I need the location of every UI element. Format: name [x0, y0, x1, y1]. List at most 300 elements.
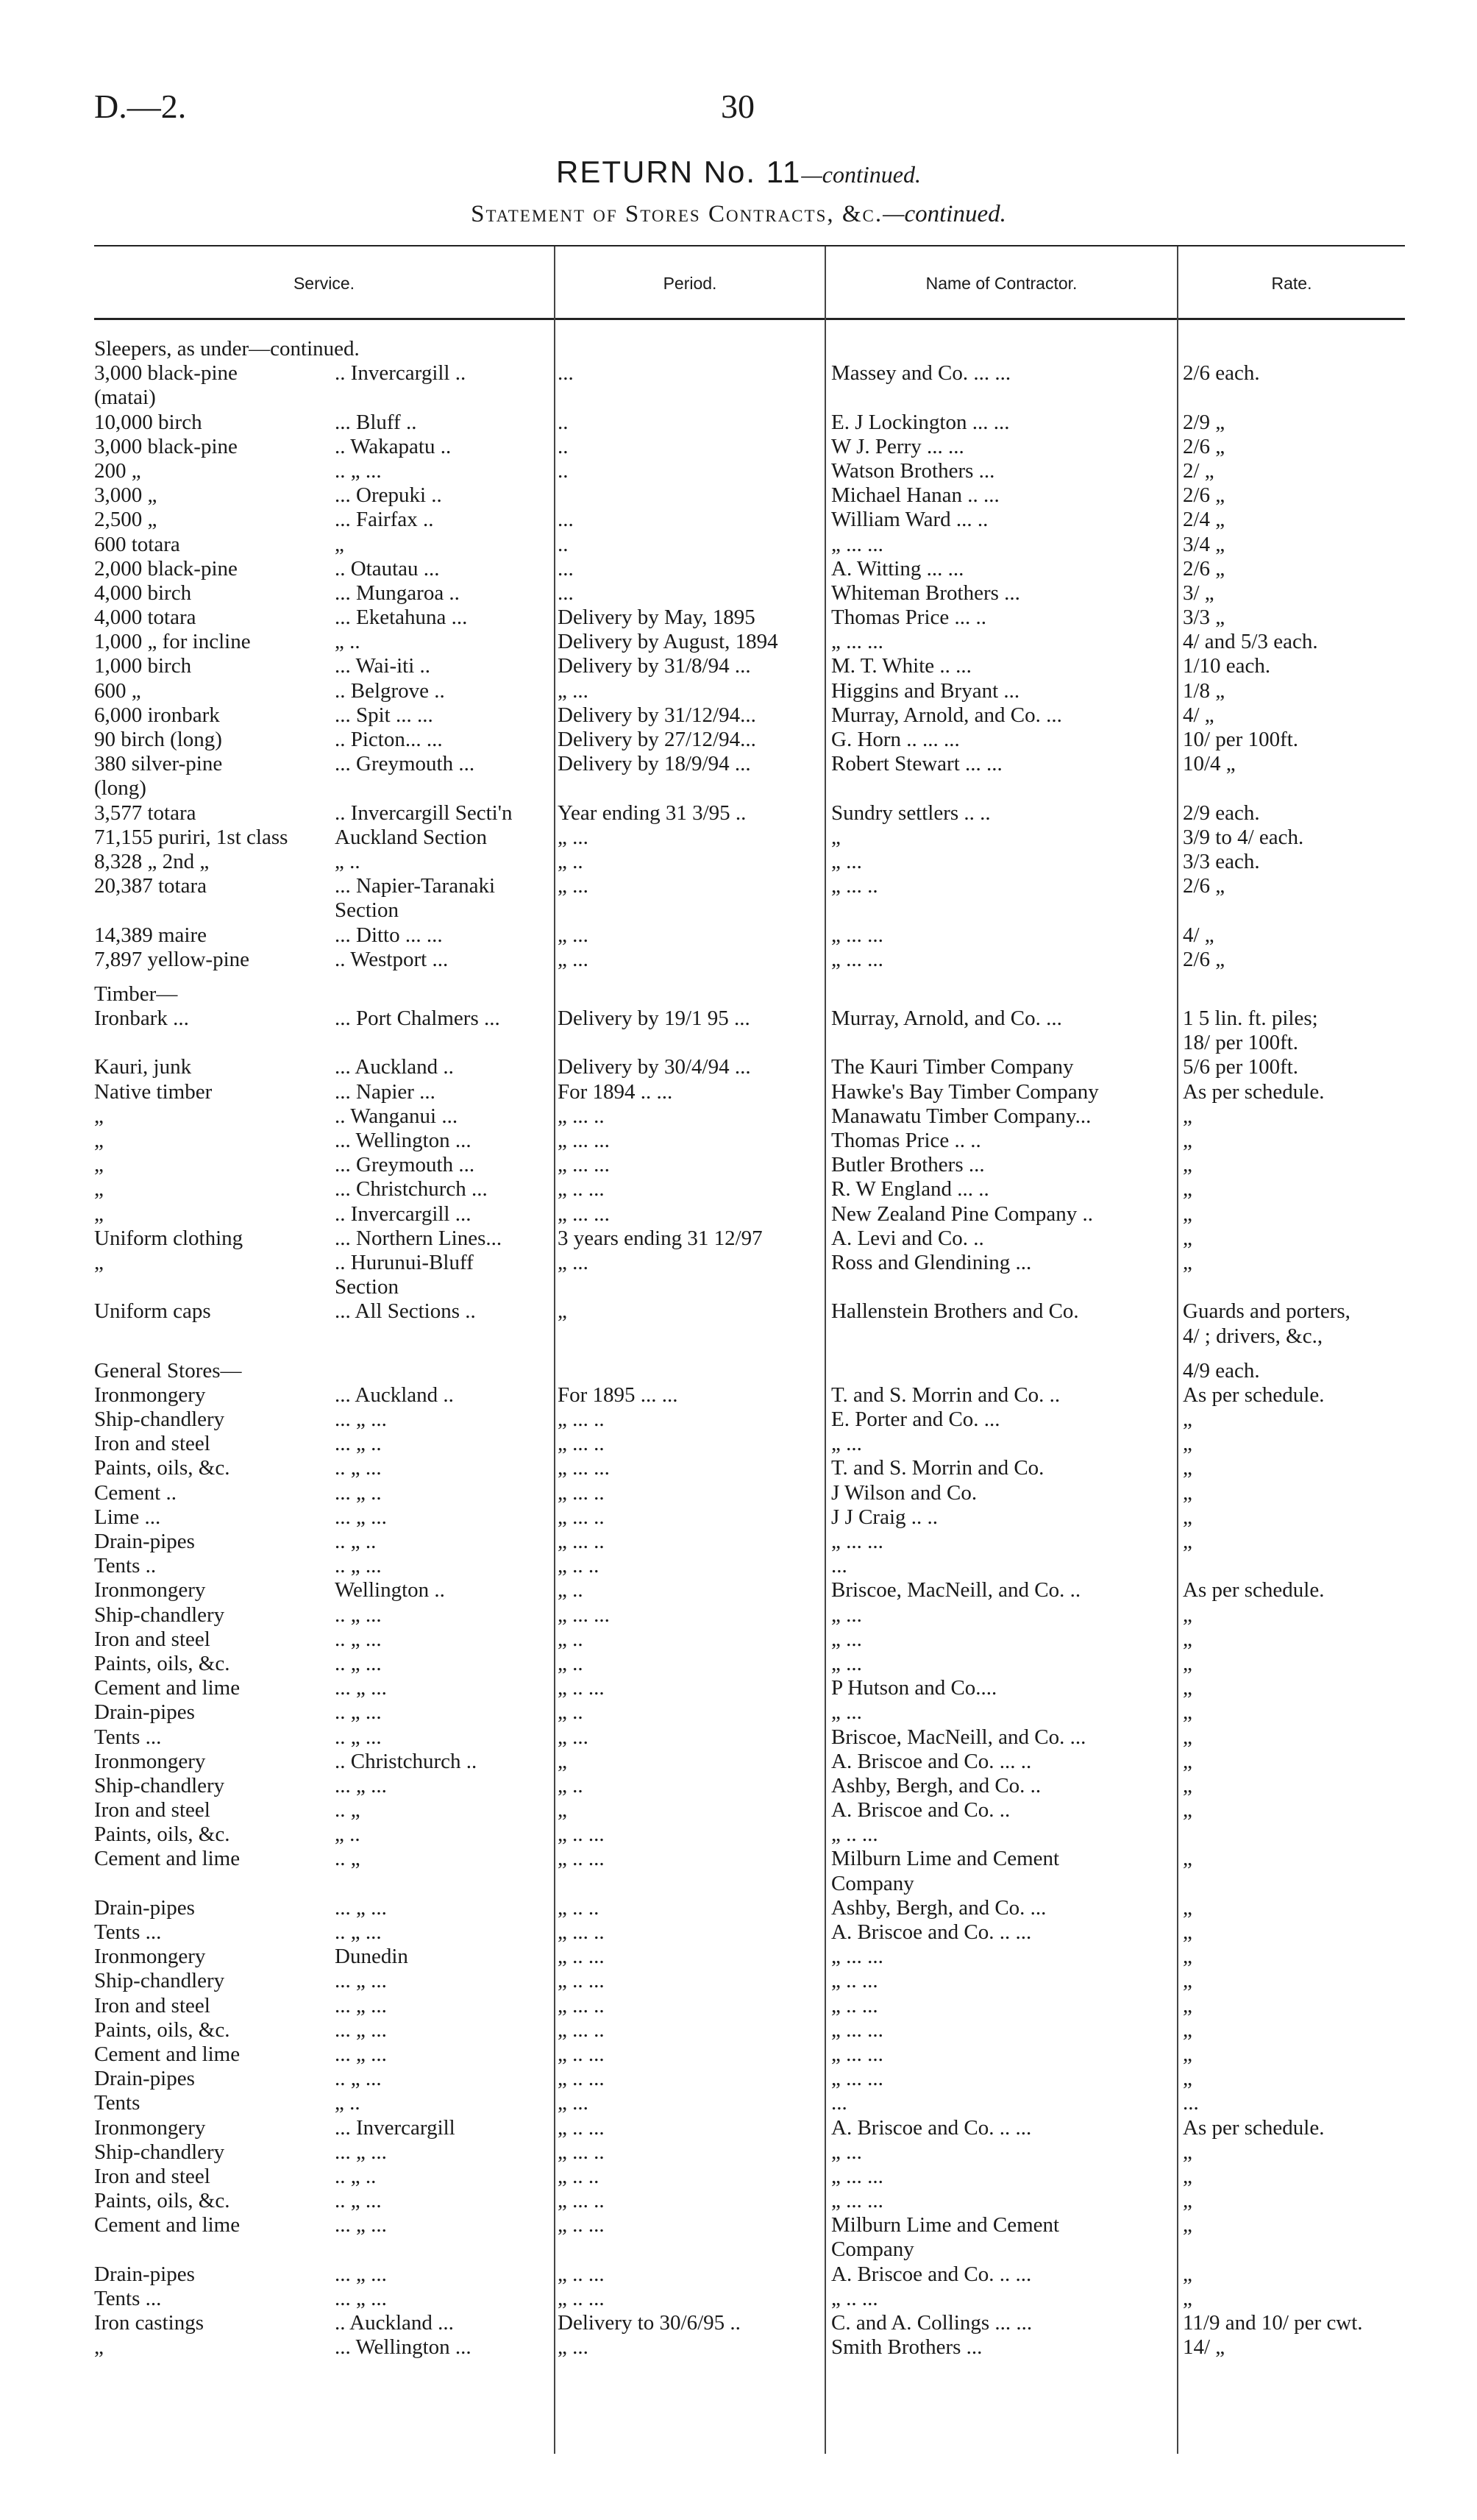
service-item: Iron castings [94, 2311, 204, 2335]
table-row [0, 1129, 1477, 1153]
rate-cell: „ [1183, 1993, 1192, 2017]
rate-cell: „ [1183, 1202, 1192, 1226]
table-row [0, 606, 1477, 630]
contractor-cell: Massey and Co. ... ... [831, 361, 1011, 386]
contractor-cell: T. and S. Morrin and Co. .. [831, 1383, 1061, 1407]
contractor-cell: „ ... ... [831, 1945, 883, 1969]
service-location: ... „ ... [335, 2140, 387, 2164]
rate-cell: „ [1183, 1129, 1192, 1152]
period-cell: „ .. [558, 1627, 583, 1651]
contractor-cell: Ross and Glendining ... [831, 1250, 1032, 1274]
contractor-cell: Company [831, 1871, 914, 1895]
service-item: 14,389 maire [94, 923, 207, 947]
contractor-cell: William Ward ... .. [831, 508, 989, 532]
rate-cell: 2/6 each. [1183, 361, 1260, 386]
rate-cell: „ [1183, 1676, 1192, 1700]
rate-cell: „ [1183, 1700, 1192, 1725]
contractor-cell: W J. Perry ... ... [831, 434, 964, 458]
period-cell: „ .. ... [558, 1177, 605, 1202]
contractor-cell: A. Briscoe and Co. .. ... [831, 2262, 1032, 2286]
service-item: Kauri, junk [94, 1055, 192, 1079]
period-cell: „ ... [558, 678, 588, 703]
period-cell: „ ... ... [558, 1153, 610, 1177]
table-row [0, 1359, 1477, 1383]
rate-cell: „ [1183, 1920, 1192, 1944]
table-row [0, 581, 1477, 606]
service-location: .. Christchurch .. [335, 1749, 477, 1773]
contractor-cell: „ ... [831, 1602, 862, 1627]
service-item: Cement .. [94, 1480, 177, 1505]
rate-cell: „ [1183, 1627, 1192, 1651]
contractor-cell: M. T. White .. ... [831, 654, 972, 678]
period-cell: Year ending 31 3/95 .. [558, 801, 747, 825]
table-row [0, 1554, 1477, 1578]
table-row [0, 1750, 1477, 1774]
rate-cell: 4/ „ [1183, 703, 1214, 727]
period-cell: „ .. ... [558, 2115, 605, 2140]
rate-cell: „ [1183, 1773, 1192, 1797]
contractor-cell: „ ... ... [831, 2067, 883, 2091]
period-cell: „ .. ... [558, 1822, 605, 1847]
service-item: 1,000 „ for incline [94, 630, 251, 654]
table-row [0, 508, 1477, 532]
service-item: (long) [94, 776, 146, 801]
service-location: ... Spit ... ... [335, 703, 433, 727]
service-location: ... Fairfax .. [335, 508, 434, 532]
period-cell: „ [558, 1749, 567, 1773]
service-item: 1,000 birch [94, 654, 192, 678]
service-location: .. „ ... [335, 1456, 382, 1480]
service-item: Cement and lime [94, 2042, 241, 2066]
table-row [0, 752, 1477, 776]
service-location: ... Invercargill [335, 2115, 455, 2140]
service-location: ... „ ... [335, 2213, 387, 2237]
table-row [0, 1652, 1477, 1676]
service-item: „ [94, 1250, 104, 1274]
period-cell: ... [558, 556, 574, 581]
service-item: (matai) [94, 386, 156, 410]
table-row [0, 2335, 1477, 2360]
service-location: ... „ ... [335, 1993, 387, 2017]
period-cell: Delivery to 30/6/95 .. [558, 2311, 741, 2335]
contractor-cell: J J Craig .. .. [831, 1505, 938, 1529]
contractor-cell: Company [831, 2237, 914, 2262]
service-item: Drain-pipes [94, 1530, 195, 1553]
contractor-cell: Thomas Price .. .. [831, 1129, 981, 1152]
service-location: ... All Sections .. [335, 1299, 476, 1324]
period-cell: „ ... .. [558, 1530, 605, 1553]
contractor-cell: T. and S. Morrin and Co. [831, 1456, 1044, 1480]
rate-cell: „ [1183, 1798, 1192, 1822]
period-cell: ... [558, 508, 574, 532]
service-item: Ironmongery [94, 1945, 206, 1969]
service-location: ... „ ... [335, 2042, 387, 2066]
rate-cell: 4/9 each. [1183, 1358, 1260, 1383]
service-location: .. „ .. [335, 2164, 377, 2188]
period-cell: „ ... ... [558, 1202, 610, 1226]
rate-cell: 4/ and 5/3 each. [1183, 630, 1318, 654]
service-item: 8,328 „ 2nd „ [94, 849, 210, 873]
period-cell: Delivery by 30/4/94 ... [558, 1055, 751, 1079]
period-cell: .. [558, 434, 569, 458]
rate-cell: „ [1183, 2286, 1192, 2310]
service-item: „ [94, 1129, 104, 1152]
rate-cell: „ [1183, 2067, 1192, 2091]
rate-cell: „ [1183, 1456, 1192, 1480]
period-cell: For 1894 .. ... [558, 1079, 673, 1104]
rate-cell: „ [1183, 1505, 1192, 1529]
table-row [0, 801, 1477, 826]
rate-cell: „ [1183, 2213, 1192, 2237]
service-location: ... Northern Lines... [335, 1226, 502, 1250]
contractor-cell: A. Witting ... ... [831, 556, 964, 581]
table-row [0, 1383, 1477, 1408]
rate-cell: 2/9 each. [1183, 801, 1260, 825]
rate-cell: Guards and porters, [1183, 1299, 1350, 1324]
service-location: ... „ ... [335, 1408, 387, 1432]
rate-cell: „ [1183, 1895, 1192, 1920]
service-location: ... Wellington ... [335, 1129, 471, 1152]
service-item: Ironmongery [94, 1578, 206, 1602]
table-row [0, 850, 1477, 874]
table-row [0, 982, 1477, 1007]
service-item: Ship-chandlery [94, 2140, 225, 2164]
service-location: .. „ ... [335, 1602, 382, 1627]
service-location: ... Auckland .. [335, 1383, 454, 1407]
contractor-cell: „ .. ... [831, 2286, 878, 2310]
period-cell: „ .. [558, 849, 583, 873]
service-location: ... Orepuki .. [335, 483, 442, 508]
period-cell: „ .. ... [558, 1676, 605, 1700]
table-row [0, 630, 1477, 654]
column-header-service: Service. [293, 274, 355, 293]
service-item: Drain-pipes [94, 2067, 195, 2091]
period-cell: Delivery by 31/8/94 ... [558, 654, 751, 678]
table-header-rule [94, 318, 1405, 320]
table-row [0, 2140, 1477, 2165]
period-cell: „ .. [558, 1651, 583, 1675]
service-item: Drain-pipes [94, 1700, 195, 1725]
service-location: ... „ ... [335, 1895, 387, 1920]
rate-cell: ... [1183, 2091, 1199, 2115]
service-item: Drain-pipes [94, 1895, 195, 1920]
rate-cell: „ [1183, 2042, 1192, 2066]
service-item: 380 silver-pine [94, 752, 223, 776]
table-row [0, 1153, 1477, 1177]
table-row [0, 1481, 1477, 1505]
period-cell: „ ... [558, 2335, 588, 2360]
contractor-cell: „ ... ... [831, 2017, 883, 2042]
contractor-cell: Ashby, Bergh, and Co. .. [831, 1773, 1042, 1797]
table-row [0, 1007, 1477, 1031]
service-item: Ship-chandlery [94, 1969, 225, 1993]
rate-cell: 2/6 „ [1183, 434, 1225, 458]
service-item: Ship-chandlery [94, 1602, 225, 1627]
contractor-cell: Robert Stewart ... ... [831, 752, 1003, 776]
rate-cell: 10/ per 100ft. [1183, 728, 1299, 751]
service-location: .. „ ... [335, 1627, 382, 1651]
contractor-cell: New Zealand Pine Company .. [831, 1202, 1093, 1226]
service-item: 600 totara [94, 532, 180, 556]
service-item: „ [94, 1202, 104, 1226]
rate-cell: 1/10 each. [1183, 654, 1271, 678]
service-location: ... „ .. [335, 1480, 382, 1505]
column-header-period: Period. [663, 274, 717, 293]
service-location: ... Greymouth ... [335, 1153, 475, 1177]
rate-cell: 4/ „ [1183, 923, 1214, 947]
rate-cell: „ [1183, 1408, 1192, 1432]
table-row [0, 1251, 1477, 1275]
service-item: Ironbark ... [94, 1007, 189, 1031]
service-item: Iron and steel [94, 1798, 210, 1822]
contractor-cell: „ [831, 825, 841, 849]
service-location: .. „ [335, 1798, 360, 1822]
service-item: Timber— [94, 982, 178, 1006]
service-location: ... Ditto ... ... [335, 923, 443, 947]
service-item: Sleepers, as under—continued. [94, 337, 360, 361]
rate-cell: „ [1183, 1480, 1192, 1505]
service-location: .. Belgrove .. [335, 678, 445, 703]
service-location: ... Bluff .. [335, 410, 417, 434]
table-row [0, 874, 1477, 898]
return-title-text: RETURN No. 11 [556, 155, 802, 189]
rate-cell: „ [1183, 2262, 1192, 2286]
service-item: Tents [94, 2091, 140, 2115]
rate-cell: 1 5 lin. ft. piles; [1183, 1007, 1318, 1031]
service-location: ... „ ... [335, 2286, 387, 2310]
service-location: .. „ ... [335, 458, 382, 483]
rate-cell: 4/ ; drivers, &c., [1183, 1324, 1323, 1348]
service-item: 2,000 black-pine [94, 556, 238, 581]
table-row [0, 2213, 1477, 2237]
table-row [0, 2018, 1477, 2042]
contractor-cell: „ ... [831, 1432, 862, 1456]
service-item: 3,000 black-pine [94, 361, 238, 386]
service-location: ... Greymouth ... [335, 752, 475, 776]
service-location: ... Napier-Taranaki [335, 874, 495, 898]
service-item: Uniform caps [94, 1299, 211, 1324]
period-cell: 3 years ending 31 12/97 [558, 1226, 763, 1250]
contractor-cell: Briscoe, MacNeill, and Co. .. [831, 1578, 1081, 1602]
period-cell: „ .. [558, 1700, 583, 1725]
table-row [0, 386, 1477, 410]
period-cell: „ ... .. [558, 2189, 605, 2213]
service-item: Tents ... [94, 1725, 162, 1749]
service-location: ... „ ... [335, 1969, 387, 1993]
table-row [0, 1603, 1477, 1628]
period-cell: „ .. [558, 1773, 583, 1797]
period-cell: „ .. .. [558, 1554, 599, 1578]
service-location: .. „ ... [335, 2067, 382, 2091]
service-location: „ .. [335, 849, 360, 873]
period-cell: „ ... [558, 2091, 588, 2115]
period-cell: „ ... [558, 947, 588, 971]
contractor-cell: „ ... ... [831, 2042, 883, 2066]
service-location: .. Otautau ... [335, 556, 440, 581]
rate-cell: 18/ per 100ft. [1183, 1031, 1299, 1055]
table-row [0, 2311, 1477, 2335]
period-cell: „ .. .. [558, 2164, 599, 2188]
rate-cell: As per schedule. [1183, 1383, 1325, 1407]
rate-cell: „ [1183, 2140, 1192, 2164]
table-row [0, 2042, 1477, 2067]
table-row [0, 1055, 1477, 1079]
service-item: Uniform clothing [94, 1226, 243, 1250]
service-location: .. „ .. [335, 1530, 377, 1553]
column-header-rate: Rate. [1271, 274, 1312, 293]
service-item: Iron and steel [94, 1432, 210, 1456]
table-row [0, 1299, 1477, 1324]
table-row [0, 1725, 1477, 1750]
table-row [0, 1920, 1477, 1945]
service-location: ... „ ... [335, 1773, 387, 1797]
rate-cell: „ [1183, 1250, 1192, 1274]
service-location: ... Napier ... [335, 1079, 435, 1104]
contractor-cell: C. and A. Collings ... ... [831, 2311, 1033, 2335]
service-item: 200 „ [94, 458, 141, 483]
contractor-cell: Smith Brothers ... [831, 2335, 983, 2360]
contractor-cell: A. Briscoe and Co. .. ... [831, 2115, 1032, 2140]
contractor-cell: Michael Hanan .. ... [831, 483, 1000, 508]
service-location: .. „ ... [335, 1651, 382, 1675]
table-row [0, 2237, 1477, 2262]
contractor-cell: Hallenstein Brothers and Co. [831, 1299, 1079, 1324]
period-cell: „ .. .. [558, 1895, 599, 1920]
rate-cell: „ [1183, 1945, 1192, 1969]
period-cell: „ ... .. [558, 2140, 605, 2164]
rate-cell: 2/9 „ [1183, 410, 1225, 434]
period-cell: „ ... .. [558, 1104, 605, 1128]
table-row [0, 1628, 1477, 1652]
service-item: Iron and steel [94, 2164, 210, 2188]
rate-cell: 3/ „ [1183, 581, 1214, 605]
service-item: 2,500 „ [94, 508, 157, 532]
period-cell: .. [558, 458, 569, 483]
rate-cell: 3/9 to 4/ each. [1183, 825, 1304, 849]
service-location: Section [335, 1275, 399, 1299]
period-cell: For 1895 ... ... [558, 1383, 678, 1407]
service-location: „ .. [335, 1822, 360, 1847]
table-row [0, 2287, 1477, 2311]
period-cell: „ .. ... [558, 2067, 605, 2091]
period-cell: „ ... .. [558, 1480, 605, 1505]
contractor-cell: Murray, Arnold, and Co. ... [831, 703, 1062, 727]
table-row [0, 1676, 1477, 1700]
period-cell: „ .. ... [558, 1847, 605, 1871]
contractor-cell: „ ... [831, 2140, 862, 2164]
table-row [0, 1227, 1477, 1251]
contractor-cell: Milburn Lime and Cement [831, 1847, 1060, 1871]
table-row [0, 1530, 1477, 1554]
period-cell: „ .. ... [558, 1969, 605, 1993]
contractor-cell: Watson Brothers ... [831, 458, 995, 483]
table-row [0, 1700, 1477, 1725]
service-location: .. „ ... [335, 2189, 382, 2213]
period-cell: „ ... .. [558, 2017, 605, 2042]
table-row [0, 1408, 1477, 1432]
service-item: „ [94, 1104, 104, 1128]
table-row [0, 2067, 1477, 2091]
table-row [0, 1202, 1477, 1227]
return-title [0, 155, 1477, 190]
service-item: Paints, oils, &c. [94, 1822, 230, 1847]
table-row [0, 728, 1477, 752]
period-cell: „ .. ... [558, 2042, 605, 2066]
table-row [0, 1432, 1477, 1456]
service-location: ... „ .. [335, 1432, 382, 1456]
contractor-cell: „ ... [831, 849, 862, 873]
rate-cell: „ [1183, 1651, 1192, 1675]
rate-cell: „ [1183, 1847, 1192, 1871]
table-row [0, 411, 1477, 435]
service-item: 7,897 yellow-pine [94, 947, 250, 971]
service-item: Ironmongery [94, 1749, 206, 1773]
service-item: 3,577 totara [94, 801, 196, 825]
service-item: Paints, oils, &c. [94, 1456, 230, 1480]
rate-cell: As per schedule. [1183, 1079, 1325, 1104]
service-location: .. Invercargill Secti'n [335, 801, 513, 825]
rate-cell: „ [1183, 1432, 1192, 1456]
service-item: „ [94, 2335, 104, 2360]
contractor-cell: G. Horn .. ... ... [831, 728, 960, 751]
contracts-table-body [0, 337, 1477, 2360]
service-location: ... „ ... [335, 1505, 387, 1529]
contractor-cell: „ ... ... [831, 2164, 883, 2188]
period-cell: „ .. ... [558, 2213, 605, 2237]
service-location: „ .. [335, 630, 360, 654]
period-cell: „ ... [558, 1250, 588, 1274]
rate-cell: 3/3 each. [1183, 849, 1260, 873]
table-row [0, 459, 1477, 483]
contractor-cell: „ ... ... [831, 532, 883, 556]
contractor-cell: Murray, Arnold, and Co. ... [831, 1007, 1062, 1031]
rate-cell: 5/6 per 100ft. [1183, 1055, 1299, 1079]
rate-cell: „ [1183, 2164, 1192, 2188]
period-cell: „ ... ... [558, 1129, 610, 1152]
section-gap [0, 1349, 1477, 1359]
service-location: ... „ ... [335, 2262, 387, 2286]
service-item: Iron and steel [94, 1993, 210, 2017]
service-location: .. Invercargill .. [335, 361, 466, 386]
service-item: Paints, oils, &c. [94, 2189, 230, 2213]
period-cell: Delivery by 31/12/94... [558, 703, 756, 727]
service-location: .. „ ... [335, 1554, 382, 1578]
period-cell: „ ... .. [558, 1993, 605, 2017]
service-item: 20,387 totara [94, 874, 207, 898]
service-location: ... Wai-iti .. [335, 654, 431, 678]
service-item: 71,155 puriri, 1st class [94, 825, 288, 849]
table-row [0, 1872, 1477, 1896]
contractor-cell: Hawke's Bay Timber Company [831, 1079, 1099, 1104]
rate-cell: „ [1183, 1177, 1192, 1202]
period-cell: .. [558, 532, 569, 556]
table-row [0, 1505, 1477, 1530]
service-item: Iron and steel [94, 1627, 210, 1651]
period-cell: Delivery by August, 1894 [558, 630, 778, 654]
period-cell: „ ... .. [558, 1408, 605, 1432]
page-number: 30 [721, 88, 755, 125]
table-row [0, 898, 1477, 923]
contractor-cell: „ ... ... [831, 923, 883, 947]
service-location: .. Wanganui ... [335, 1104, 458, 1128]
rate-cell: „ [1183, 1104, 1192, 1128]
table-row [0, 1080, 1477, 1104]
table-row [0, 826, 1477, 850]
service-location: .. „ ... [335, 1920, 382, 1944]
rate-cell: 2/ „ [1183, 458, 1214, 483]
service-location: ... „ ... [335, 2017, 387, 2042]
table-row [0, 1275, 1477, 1299]
